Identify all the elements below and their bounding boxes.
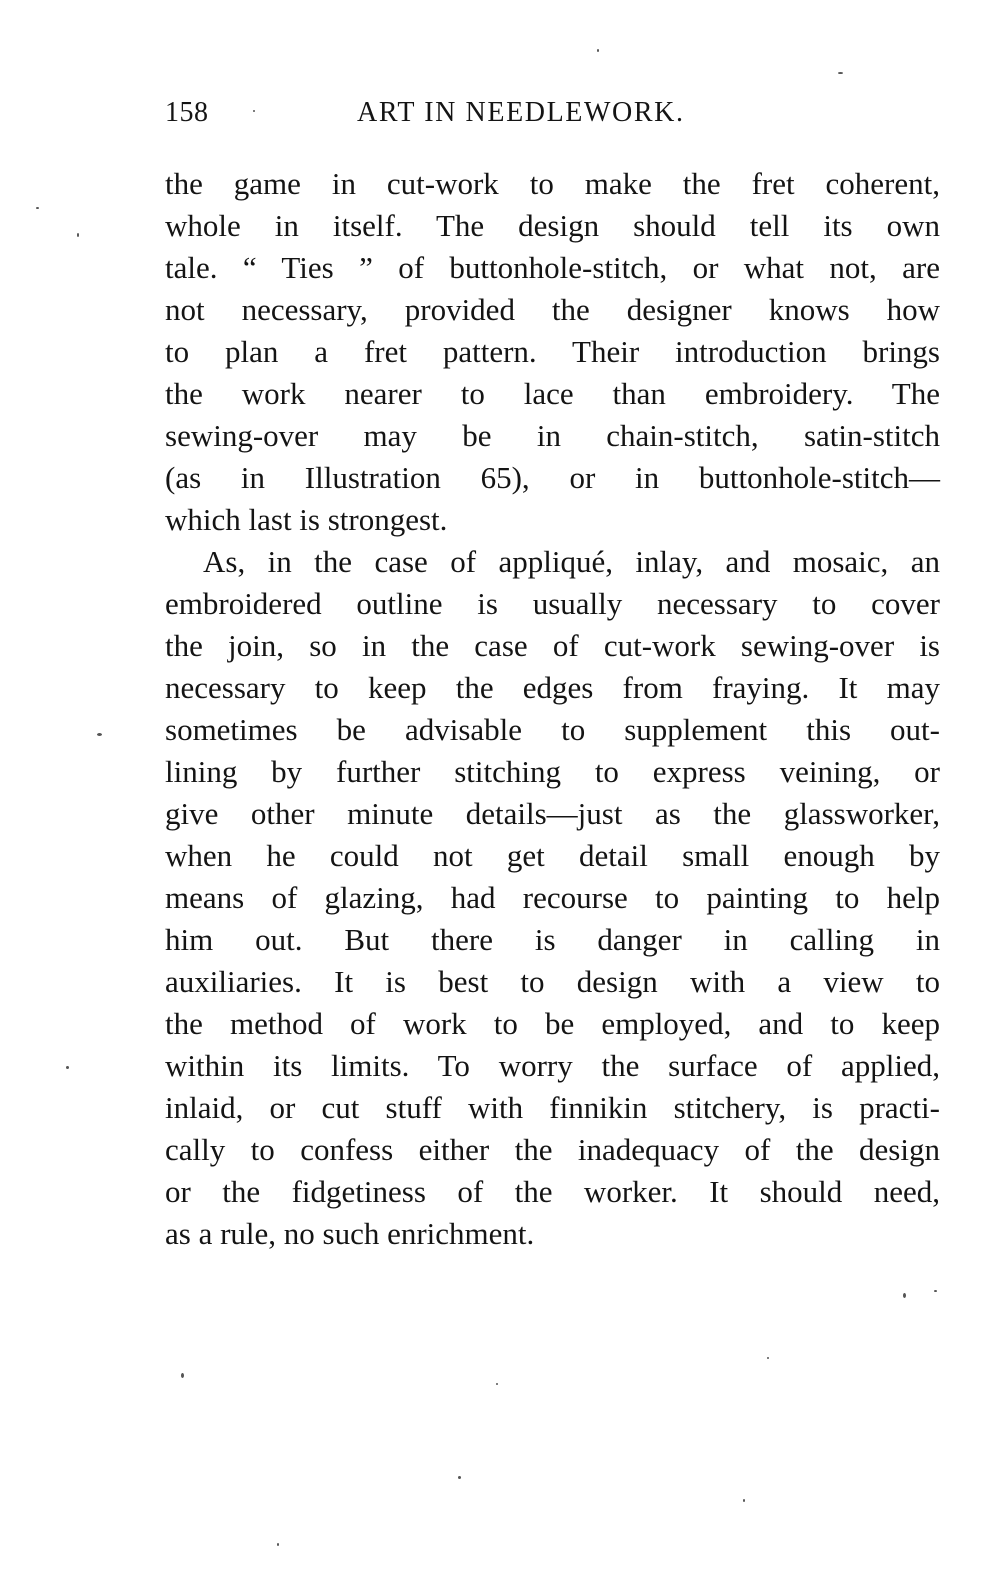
- text-line: (as in Illustration 65), or in buttonhole-stitch—: [165, 460, 940, 495]
- scan-speck: [36, 207, 39, 209]
- text-line: necessary to keep the edges from fraying. It may: [165, 670, 940, 705]
- text-line: auxiliaries. It is best to design with a view to: [165, 964, 940, 999]
- text-line: when he could not get detail small enough by: [165, 838, 940, 873]
- paragraph-1: [165, 163, 940, 541]
- scan-speck: [97, 733, 102, 736]
- text-line: the method of work to be employed, and to keep: [165, 1006, 940, 1041]
- text-line: to plan a fret pattern. Their introduction brings: [165, 334, 940, 369]
- scan-speck: [767, 1357, 769, 1359]
- text-line: cally to confess either the inadequacy of the design: [165, 1132, 940, 1167]
- text-line: not necessary, provided the designer knows how: [165, 292, 940, 327]
- running-head-title: ART IN NEEDLEWORK.: [357, 97, 685, 128]
- text-line: which last is strongest.: [165, 502, 448, 537]
- text-line: give other minute details—just as the glassworker,: [165, 796, 940, 831]
- text-line: embroidered outline is usually necessary to cover: [165, 586, 940, 621]
- scan-speck: [277, 1543, 279, 1546]
- scan-speck: [496, 1383, 498, 1385]
- scan-speck: [181, 1373, 184, 1378]
- scan-speck: [838, 72, 843, 74]
- scan-speck: [66, 1066, 69, 1069]
- text-line: lining by further stitching to express veining, or: [165, 754, 940, 789]
- text-line: within its limits. To worry the surface of applied,: [165, 1048, 940, 1083]
- text-line: whole in itself. The design should tell its own: [165, 208, 940, 243]
- scan-speck: [253, 110, 255, 112]
- scan-speck: [458, 1476, 461, 1479]
- text-line: the work nearer to lace than embroidery. The: [165, 376, 940, 411]
- text-line: sometimes be advisable to supplement this out-: [165, 712, 940, 747]
- text-line: or the fidgetiness of the worker. It should need,: [165, 1174, 940, 1209]
- text-line: the game in cut-work to make the fret coherent,: [165, 166, 940, 201]
- scan-speck: [743, 1499, 745, 1502]
- text-line: the join, so in the case of cut-work sewing-over is: [165, 628, 940, 663]
- page-number: 158: [165, 97, 209, 128]
- paragraph-2: [165, 541, 940, 1255]
- text-line: As, in the case of appliqué, inlay, and mosaic, an: [203, 544, 940, 579]
- scan-speck: [77, 233, 79, 237]
- text-line: him out. But there is danger in calling in: [165, 922, 940, 957]
- body-text: [165, 163, 940, 1255]
- scan-speck: [934, 1290, 937, 1292]
- scan-speck: [597, 49, 599, 52]
- text-line: sewing-over may be in chain-stitch, satin-stitch: [165, 418, 940, 453]
- scan-speck: [903, 1293, 906, 1298]
- text-line: as a rule, no such enrichment.: [165, 1216, 535, 1251]
- text-line: inlaid, or cut stuff with finnikin stitchery, is practi-: [165, 1090, 940, 1125]
- text-line: tale. “ Ties ” of buttonhole-stitch, or what not, are: [165, 250, 940, 285]
- running-head: [165, 93, 940, 133]
- text-line: means of glazing, had recourse to painting to help: [165, 880, 940, 915]
